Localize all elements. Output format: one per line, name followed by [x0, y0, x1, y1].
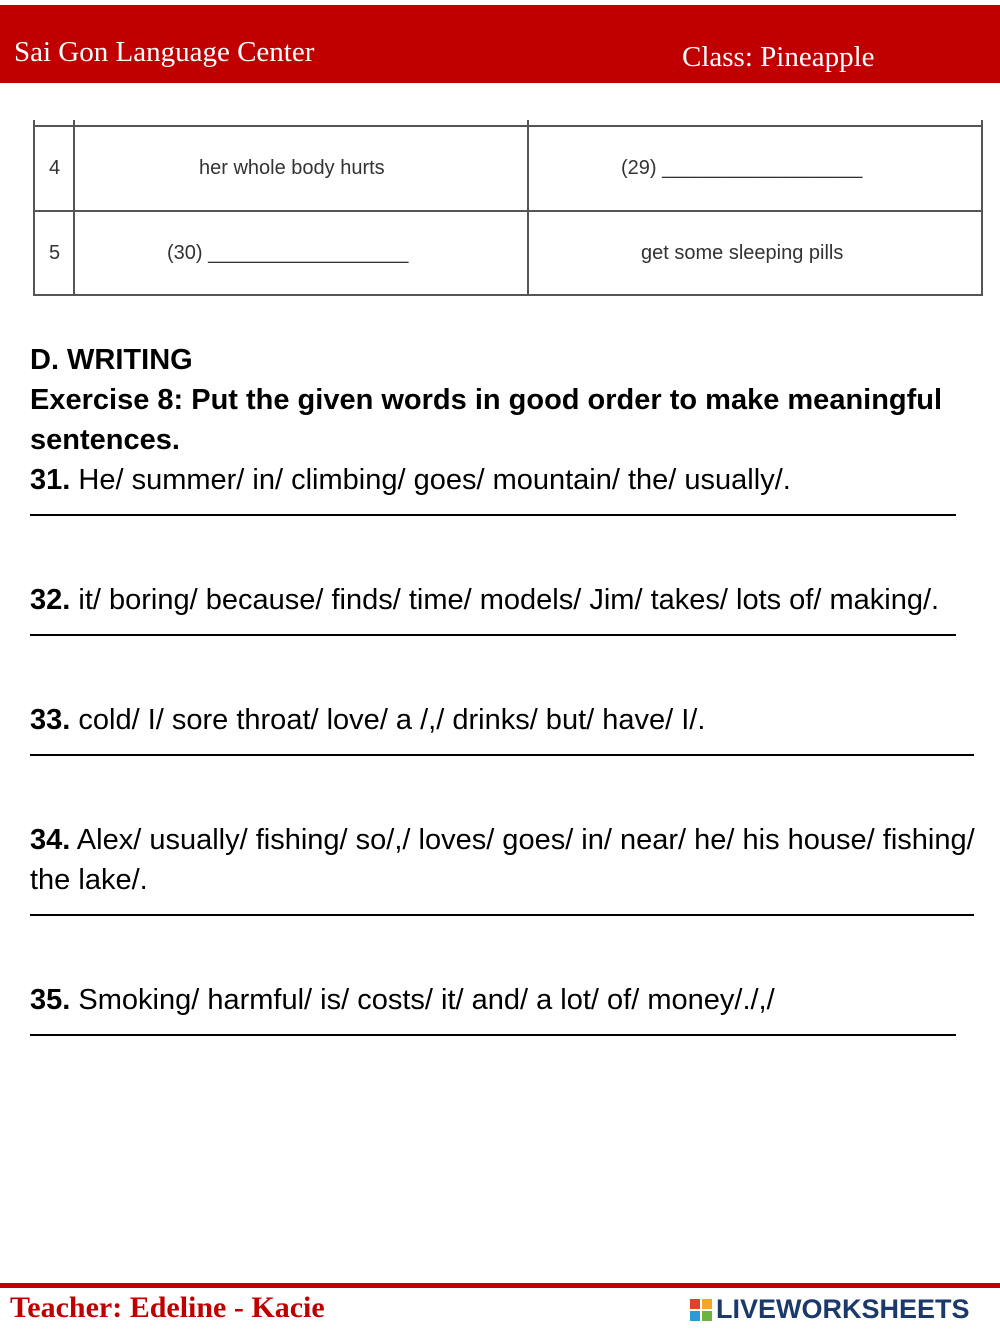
question-number: 35.	[30, 984, 71, 1016]
liveworksheets-icon	[690, 1299, 712, 1321]
writing-section	[30, 340, 980, 1060]
question-text: Alex/ usually/ fishing/ so/,/ loves/ goes/ in/ near/ he/ his house/ fishing/ the lake/.	[30, 824, 975, 896]
question-number: 31.	[30, 464, 71, 496]
answer-line-35[interactable]	[30, 1020, 980, 1060]
footer-divider	[0, 1283, 1000, 1288]
answer-line-34[interactable]	[30, 900, 980, 940]
question-32	[30, 580, 980, 620]
answer-line-32[interactable]	[30, 620, 980, 660]
center-name: Sai Gon Language Center	[14, 36, 315, 68]
row-answer-blank[interactable]: (29) __________________	[621, 157, 863, 179]
question-text: Smoking/ harmful/ is/ costs/ it/ and/ a lot/ of/ money/./,/	[70, 984, 775, 1016]
row-number: 5	[49, 241, 61, 264]
question-number: 32.	[30, 584, 71, 616]
logo-text: LIVEWORKSHEETS	[716, 1294, 970, 1324]
question-33	[30, 700, 980, 740]
exercise-instruction: Exercise 8: Put the given words in good order to make meaningful sentences.	[30, 384, 943, 456]
question-31	[30, 460, 980, 500]
table-row	[33, 127, 983, 210]
answer-line-31[interactable]	[30, 500, 980, 540]
question-34	[30, 820, 980, 900]
matching-table	[33, 120, 983, 296]
question-text: He/ summer/ in/ climbing/ goes/ mountain/ the/ usually/.	[70, 464, 791, 496]
question-number: 33.	[30, 704, 71, 736]
liveworksheets-logo	[690, 1294, 970, 1325]
section-title: D. WRITING	[30, 344, 193, 376]
question-text: cold/ I/ sore throat/ love/ a /,/ drinks/ but/ have/ I/.	[70, 704, 706, 736]
row-number: 4	[49, 157, 61, 179]
table-row	[33, 212, 983, 294]
row-advice: get some sleeping pills	[641, 241, 844, 264]
row-cause: her whole body hurts	[199, 157, 385, 179]
question-35	[30, 980, 980, 1020]
row-answer-blank[interactable]: (30) __________________	[167, 241, 409, 264]
teacher-name: Teacher: Edeline - Kacie	[10, 1291, 325, 1324]
page-header	[0, 5, 1000, 83]
question-text: it/ boring/ because/ finds/ time/ models/ Jim/ takes/ lots of/ making/.	[70, 584, 940, 616]
class-name: Class: Pineapple	[682, 41, 875, 73]
answer-line-33[interactable]	[30, 740, 980, 780]
question-number: 34.	[30, 824, 71, 856]
